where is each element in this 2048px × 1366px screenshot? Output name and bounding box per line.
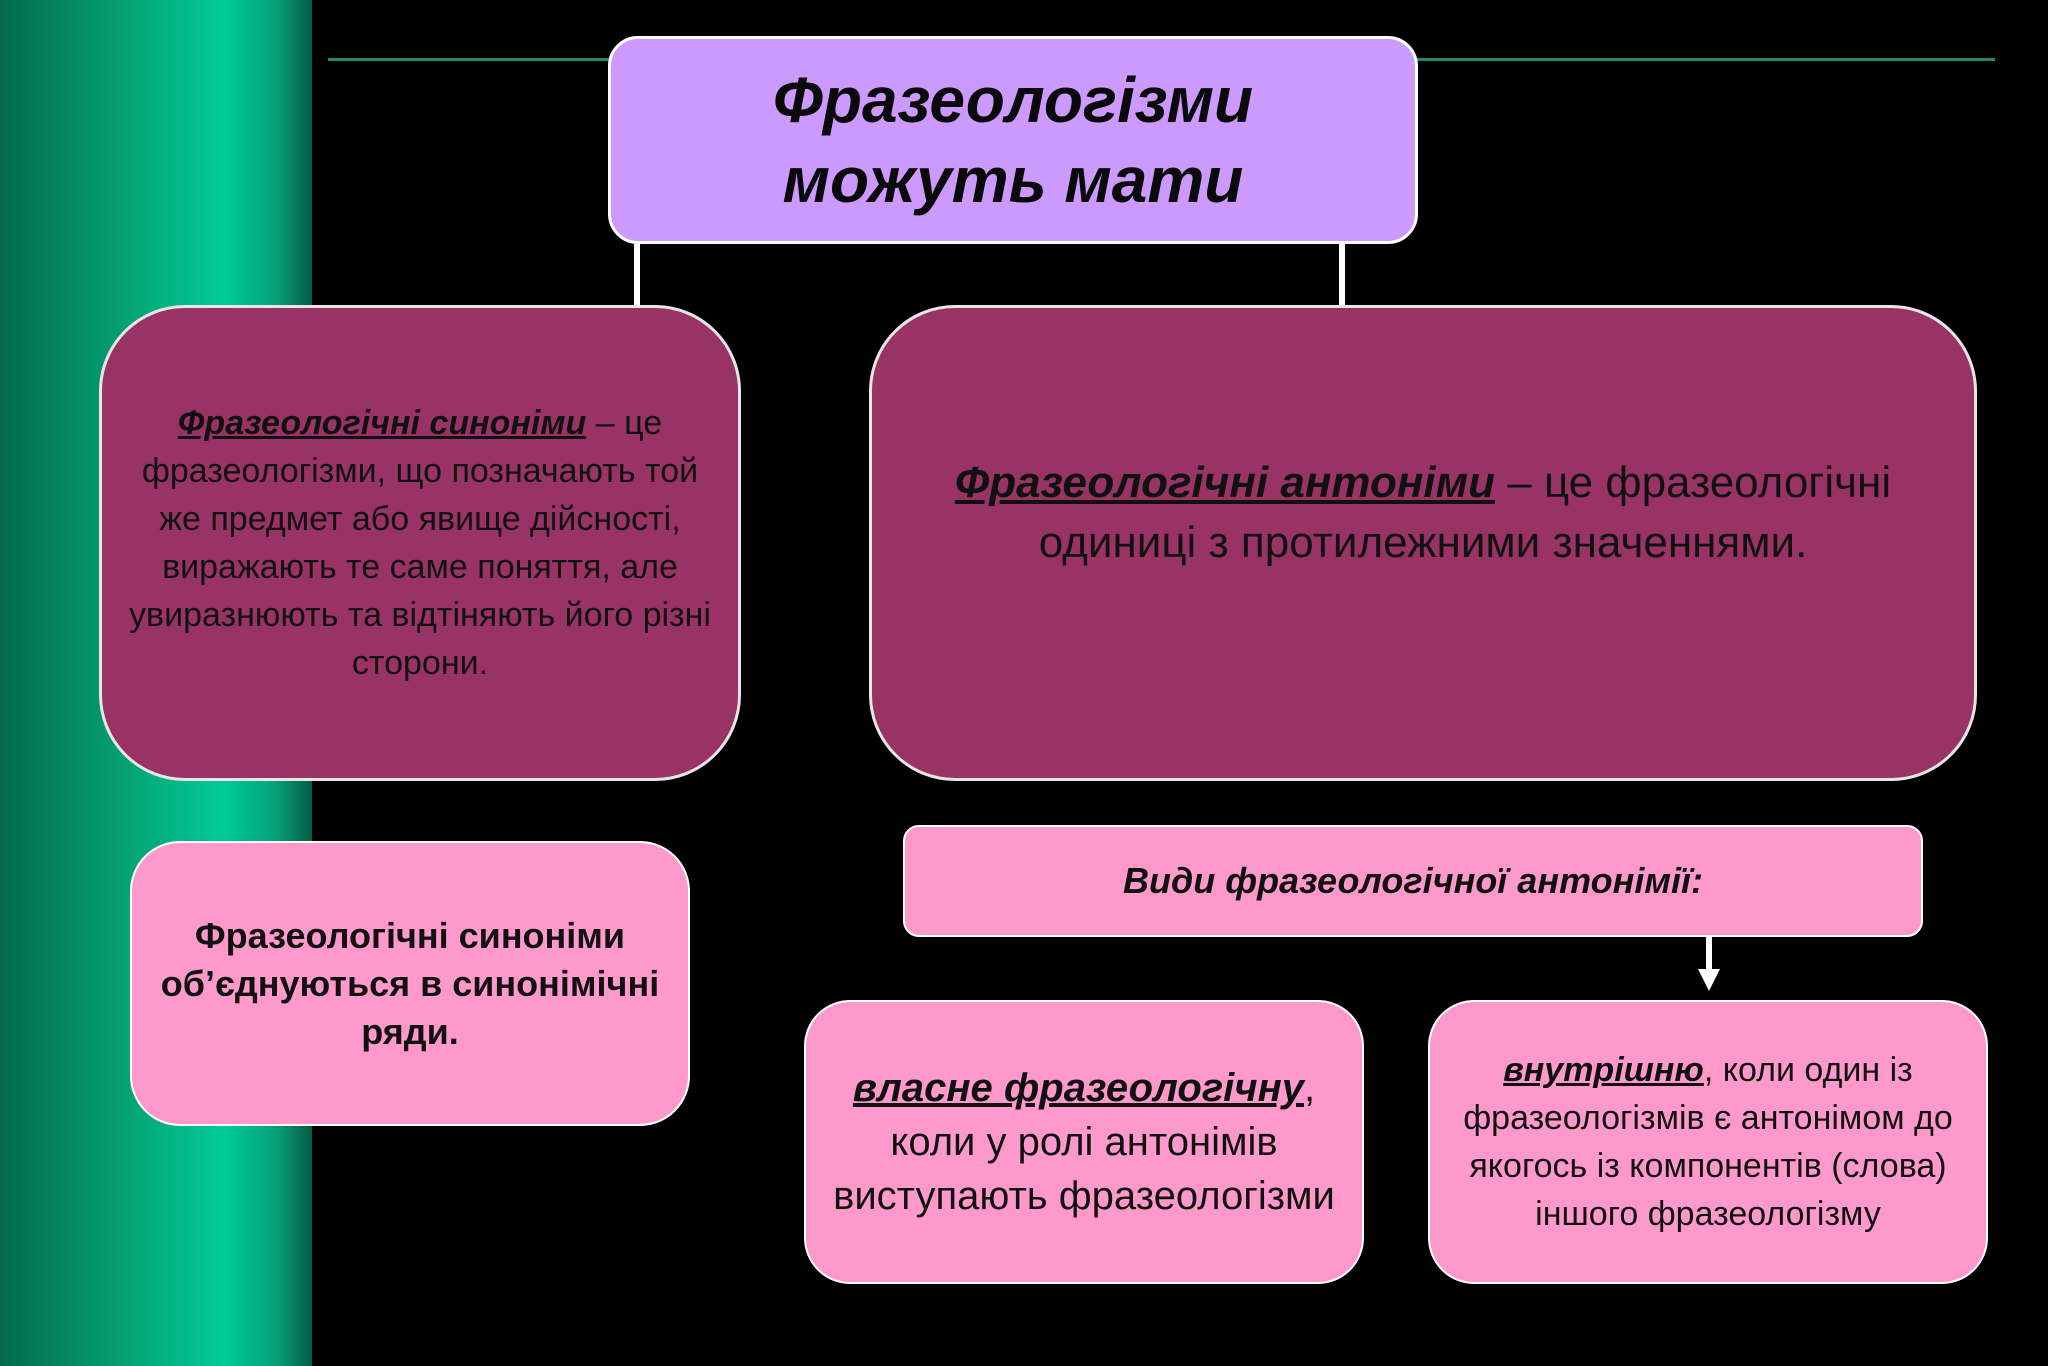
own-antonymy-term: власне фразеологічну xyxy=(852,1066,1305,1110)
antonyms-definition-text: – це фразеологічні одиниці з протилежними значеннями. xyxy=(1038,458,1892,567)
inner-antonymy-box xyxy=(1428,1000,1988,1284)
own-antonymy-description: , коли у ролі антонімів виступають фразеологізми xyxy=(833,1066,1335,1218)
own-antonymy-text xyxy=(822,1061,1346,1223)
decorative-line-left xyxy=(328,58,613,61)
own-phraseological-antonymy-box xyxy=(804,1000,1364,1284)
inner-antonymy-description: , коли один із фразеологізмів є антонімом до якогось із компонентів (слова) іншого фразеологізму xyxy=(1463,1051,1953,1233)
antonyms-definition-box xyxy=(869,305,1977,781)
title-line-1: Фразеологізми xyxy=(772,64,1254,136)
connector-right xyxy=(1339,244,1345,306)
decorative-line-right xyxy=(1415,58,1995,61)
connector-left xyxy=(634,244,640,306)
synonym-rows-text: Фразеологічні синоніми об’єднуються в синонімічні ряди. xyxy=(160,914,660,1052)
synonyms-definition-box xyxy=(99,305,741,781)
synonyms-definition xyxy=(118,399,722,687)
synonym-rows-box xyxy=(130,841,690,1126)
inner-antonymy-term: внутрішню xyxy=(1503,1051,1704,1089)
antonyms-definition xyxy=(912,453,1934,573)
down-arrow-shaft xyxy=(1706,937,1712,971)
title-line-2: можуть мати xyxy=(782,144,1244,216)
antonyms-term: Фразеологічні антоніми xyxy=(954,458,1496,507)
title-box xyxy=(608,36,1418,244)
antonymy-kinds-heading: Види фразеологічної антонімії: xyxy=(1123,860,1703,901)
synonyms-term: Фразеологічні синоніми xyxy=(177,404,587,442)
down-arrow-icon xyxy=(1698,969,1720,991)
inner-antonymy-text xyxy=(1442,1046,1974,1238)
synonyms-definition-text: – це фразеологізми, що позначають той же предмет або явище дійсності, виражають те саме поняття, але увиразнюють та відтіняють його різні сторони. xyxy=(129,404,711,682)
antonymy-kinds-heading-box xyxy=(903,825,1923,937)
